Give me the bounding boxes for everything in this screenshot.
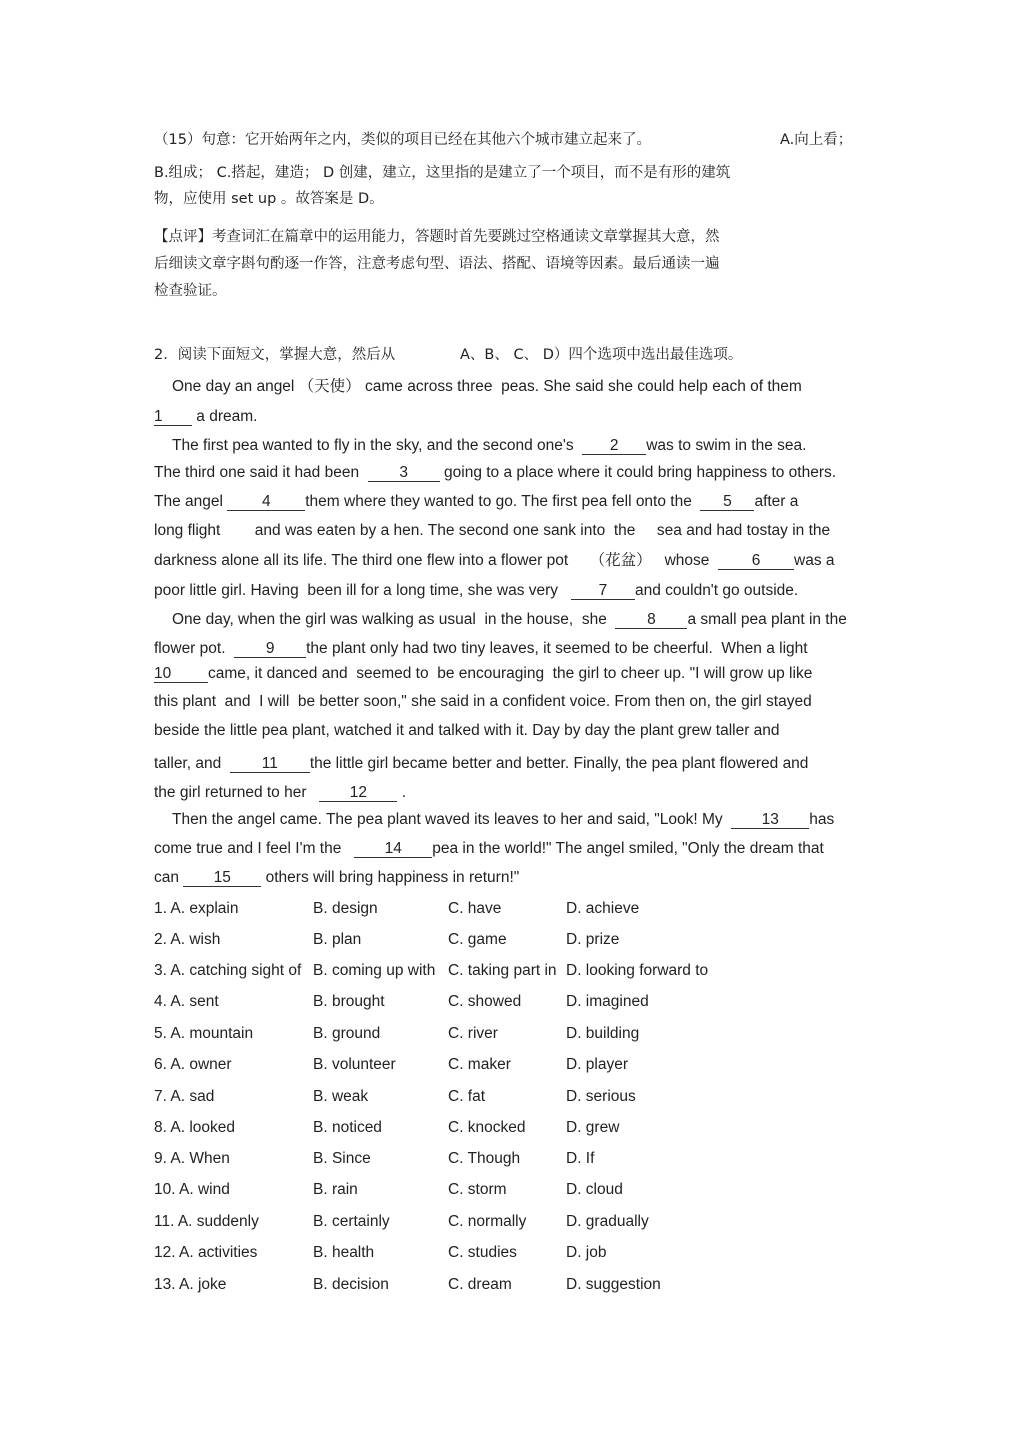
option-item-d: D. prize: [566, 931, 620, 948]
option-item-a: 7. A. sad: [154, 1088, 215, 1105]
passage-text: The first pea wanted to fly in the sky, and the second one's: [172, 437, 583, 454]
passage-line: [154, 639, 808, 659]
blank: 8: [615, 612, 687, 629]
option-item-a: 3. A. catching sight of: [154, 962, 302, 979]
option-item-d: D. building: [566, 1025, 640, 1042]
option-item-c: C. studies: [448, 1244, 517, 1261]
passage-text: poor little girl. Having been ill for a long time, she was very: [154, 582, 571, 599]
explanation-line-2: B.组成； C.搭起，建造； D 创建，建立，这里指的是建立了一个项目，而不是有形的建筑: [154, 165, 731, 181]
option-item-d: D. achieve: [566, 900, 640, 917]
explanation-line-3: 物，应使用 set up 。故答案是 D。: [154, 191, 384, 207]
option-item-c: C. have: [448, 900, 502, 917]
passage-text: flower pot.: [154, 640, 235, 657]
passage-line: [154, 664, 812, 684]
explanation-text: （15）句意：它开始两年之内，类似的项目已经在其他六个城市建立起来了。: [154, 132, 651, 148]
passage-text: taller, and: [154, 755, 230, 772]
option-item-a: 2. A. wish: [154, 931, 221, 948]
option-item-b: B. brought: [313, 993, 385, 1010]
passage-line: [154, 581, 798, 601]
blank: 9: [234, 641, 306, 658]
passage-line: [154, 839, 824, 859]
option-item-b: B. weak: [313, 1088, 369, 1105]
option-item-d: D. serious: [566, 1088, 636, 1105]
option-item-a: 9. A. When: [154, 1150, 230, 1167]
option-item-b: B. rain: [313, 1181, 358, 1198]
blank: 2: [582, 438, 646, 455]
option-item-c: C. knocked: [448, 1119, 526, 1136]
option-item-d: D. gradually: [566, 1213, 649, 1230]
passage-text: and couldn't go outside.: [634, 582, 799, 599]
passage-text: can: [154, 869, 184, 886]
option-item-c: C. Though: [448, 1150, 521, 1167]
option-item-a: 8. A. looked: [154, 1119, 236, 1136]
passage-text: The angel: [154, 493, 228, 510]
passage-text: pea in the world!" The angel smiled, "Only the dream that: [432, 840, 824, 857]
option-item-d: D. suggestion: [566, 1276, 661, 1293]
passage-text: darkness alone all its life. The third one flew into a flower pot （花盆） whose: [154, 552, 719, 569]
passage-text: .: [397, 784, 407, 801]
option-item-b: B. volunteer: [313, 1056, 396, 1073]
option-item-a: 1. A. explain: [154, 900, 239, 917]
option-item-c: C. game: [448, 931, 507, 948]
passage-line: [154, 551, 835, 571]
option-item-c: C. fat: [448, 1088, 486, 1105]
option-item-a: 10. A. wind: [154, 1181, 230, 1198]
option-item-c: C. storm: [448, 1181, 507, 1198]
option-item-a: 5. A. mountain: [154, 1025, 254, 1042]
option-item-d: D. job: [566, 1244, 607, 1261]
passage-text: them where they wanted to go. The first pea fell onto the: [305, 493, 701, 510]
passage-text: One day, when the girl was walking as usual in the house, she: [172, 611, 616, 628]
blank: 10: [154, 666, 208, 683]
option-item-c: C. maker: [448, 1056, 511, 1073]
passage-text: the girl returned to her: [154, 784, 320, 801]
passage-text: The third one said it had been: [154, 464, 368, 481]
blank: 1: [154, 409, 192, 426]
blank: 7: [571, 583, 635, 600]
option-item-c: C. normally: [448, 1213, 527, 1230]
passage-line: [154, 783, 406, 803]
option-item-b: B. ground: [313, 1025, 381, 1042]
instruction-options-text: A、B、 C、 D）四个选项中选出最佳选项。: [460, 347, 743, 363]
option-item-b: B. noticed: [313, 1119, 382, 1136]
passage-text: Then the angel came. The pea plant waved its leaves to her and said, "Look! My: [172, 811, 732, 828]
passage-line: beside the little pea plant, watched it and talked with it. Day by day the plant grew taller and: [154, 722, 780, 739]
passage-line: long flight and was eaten by a hen. The second one sank into the sea and had tostay in the: [154, 522, 831, 539]
passage-line: [154, 463, 836, 483]
option-item-a: 6. A. owner: [154, 1056, 232, 1073]
instruction-text: 2．阅读下面短文，掌握大意，然后从: [154, 347, 396, 363]
blank: 13: [731, 812, 809, 829]
explanation-option-a: A.向上看；: [780, 132, 853, 148]
passage-text: come true and I feel I'm the: [154, 840, 355, 857]
passage-line: [154, 754, 808, 774]
option-item-d: D. grew: [566, 1119, 620, 1136]
passage-line: [154, 492, 798, 512]
option-item-c: C. showed: [448, 993, 522, 1010]
option-item-b: B. decision: [313, 1276, 389, 1293]
blank: 11: [230, 756, 310, 773]
option-item-b: B. coming up with: [313, 962, 436, 979]
review-line-1: 【点评】考查词汇在篇章中的运用能力，答题时首先要跳过空格通读文章掌握其大意，然: [154, 229, 720, 245]
option-item-b: B. design: [313, 900, 378, 917]
passage-line: [154, 868, 519, 888]
passage-line: [172, 436, 806, 456]
explanation-line-1: [154, 130, 651, 150]
passage-text: has: [809, 811, 835, 828]
blank: 4: [227, 494, 305, 511]
option-item-d: D. player: [566, 1056, 629, 1073]
explanation-line-1-option: [780, 130, 852, 150]
blank: 5: [700, 494, 754, 511]
passage-text: was a: [794, 552, 835, 569]
blank: 6: [718, 553, 794, 570]
option-item-c: C. taking part in: [448, 962, 557, 979]
blank: 15: [183, 870, 261, 887]
passage-text: the plant only had two tiny leaves, it seemed to be cheerful. When a light: [306, 640, 808, 657]
review-line-2: 后细读文章字斟句酌逐一作答，注意考虑句型、语法、搭配、语境等因素。最后通读一遍: [154, 256, 720, 272]
review-line-3: 检查验证。: [154, 283, 227, 299]
option-item-c: C. dream: [448, 1276, 512, 1293]
option-item-a: 4. A. sent: [154, 993, 219, 1010]
option-item-b: B. plan: [313, 931, 362, 948]
question-instruction-options: [460, 345, 742, 365]
passage-text: a dream.: [192, 408, 258, 425]
option-item-a: 11. A. suddenly: [154, 1213, 259, 1230]
passage-line: this plant and I will be better soon," she said in a confident voice. From then on, the girl stayed: [154, 693, 812, 710]
blank: 14: [354, 841, 432, 858]
passage-text: a small pea plant in the: [687, 611, 847, 628]
option-item-b: B. certainly: [313, 1213, 390, 1230]
option-item-b: B. health: [313, 1244, 375, 1261]
option-item-d: D. If: [566, 1150, 595, 1167]
option-item-c: C. river: [448, 1025, 498, 1042]
passage-text: was to swim in the sea.: [646, 437, 807, 454]
option-item-b: B. Since: [313, 1150, 371, 1167]
blank: 3: [368, 465, 440, 482]
question-instruction: [154, 345, 395, 365]
passage-text: the little girl became better and better. Finally, the pea plant flowered and: [309, 755, 809, 772]
passage-text: others will bring happiness in return!": [261, 869, 520, 886]
option-item-d: D. cloud: [566, 1181, 623, 1198]
passage-text: after a: [754, 493, 799, 510]
option-item-a: 13. A. joke: [154, 1276, 227, 1293]
passage-text: going to a place where it could bring happiness to others.: [439, 464, 837, 481]
option-item-d: D. looking forward to: [566, 962, 709, 979]
option-item-d: D. imagined: [566, 993, 649, 1010]
blank: 12: [319, 785, 397, 802]
passage-line: [172, 810, 834, 830]
passage-text: came, it danced and seemed to be encouraging the girl to cheer up. "I will grow up like: [208, 665, 813, 682]
passage-line: [154, 407, 257, 427]
option-item-a: 12. A. activities: [154, 1244, 258, 1261]
passage-line: One day an angel （天使） came across three peas. She said she could help each of them: [172, 378, 802, 395]
passage-line: [172, 610, 847, 630]
